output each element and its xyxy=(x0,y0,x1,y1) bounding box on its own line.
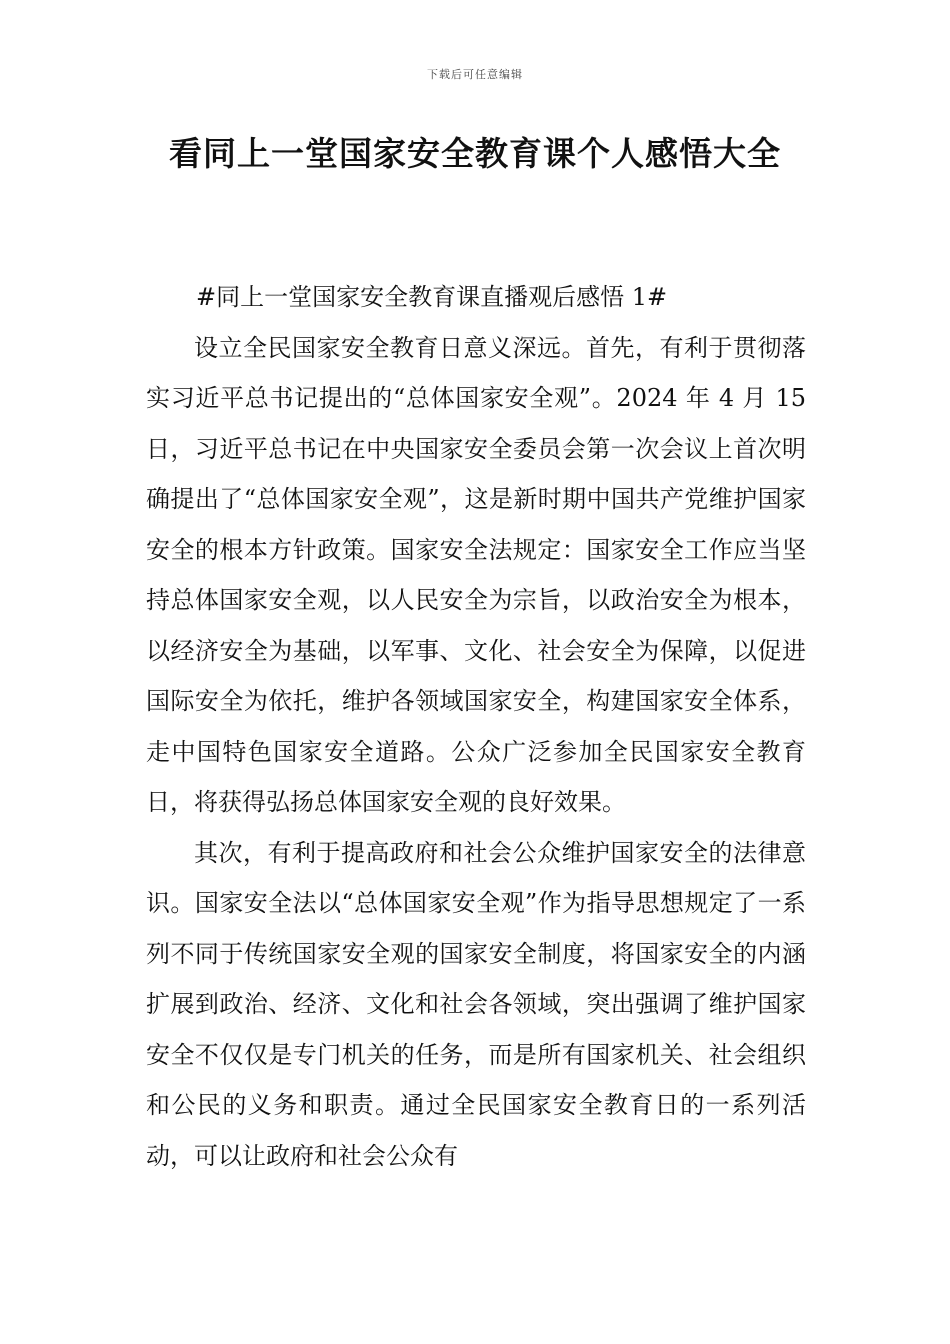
section-heading: #同上一堂国家安全教育课直播观后感悟 1# xyxy=(196,283,668,311)
paragraph-1: 设立全民国家安全教育日意义深远。首先，有利于贯彻落实习近平总书记提出的“总体国家安全观”。2024 年 4 月 15 日，习近平总书记在中央国家安全委员会第一次会议上首次明确提出了“总体国家安全观”，这是新时期中国共产党维护国家安全的根本方针政策。国家安全法规定：国家安全工作应当坚持总体国家安全观，以人民安全为宗旨，以政治安全为根本，以经济安全为基础，以军事、文化、社会安全为保障，以促进国际安全为依托，维护各领域国家安全，构建国家安全体系，走中国特色国家安全道路。公众广泛参加全民国家安全教育日，将获得弘扬总体国家安全观的良好效果。 xyxy=(146,333,806,816)
paragraph-2: 其次，有利于提高政府和社会公众维护国家安全的法律意识。国家安全法以“总体国家安全观”作为指导思想规定了一系列不同于传统国家安全观的国家安全制度，将国家安全的内涵扩展到政治、经济、文化和社会各领域，突出强调了维护国家安全不仅仅是专门机关的任务，而是所有国家机关、社会组织和公民的义务和职责。通过全民国家安全教育日的一系列活动，可以让政府和社会公众有 xyxy=(146,838,806,1170)
header-note: 下载后可任意编辑 xyxy=(427,68,523,81)
document-title: 看同上一堂国家安全教育课个人感悟大全 xyxy=(169,134,781,173)
document-body xyxy=(146,272,806,1181)
